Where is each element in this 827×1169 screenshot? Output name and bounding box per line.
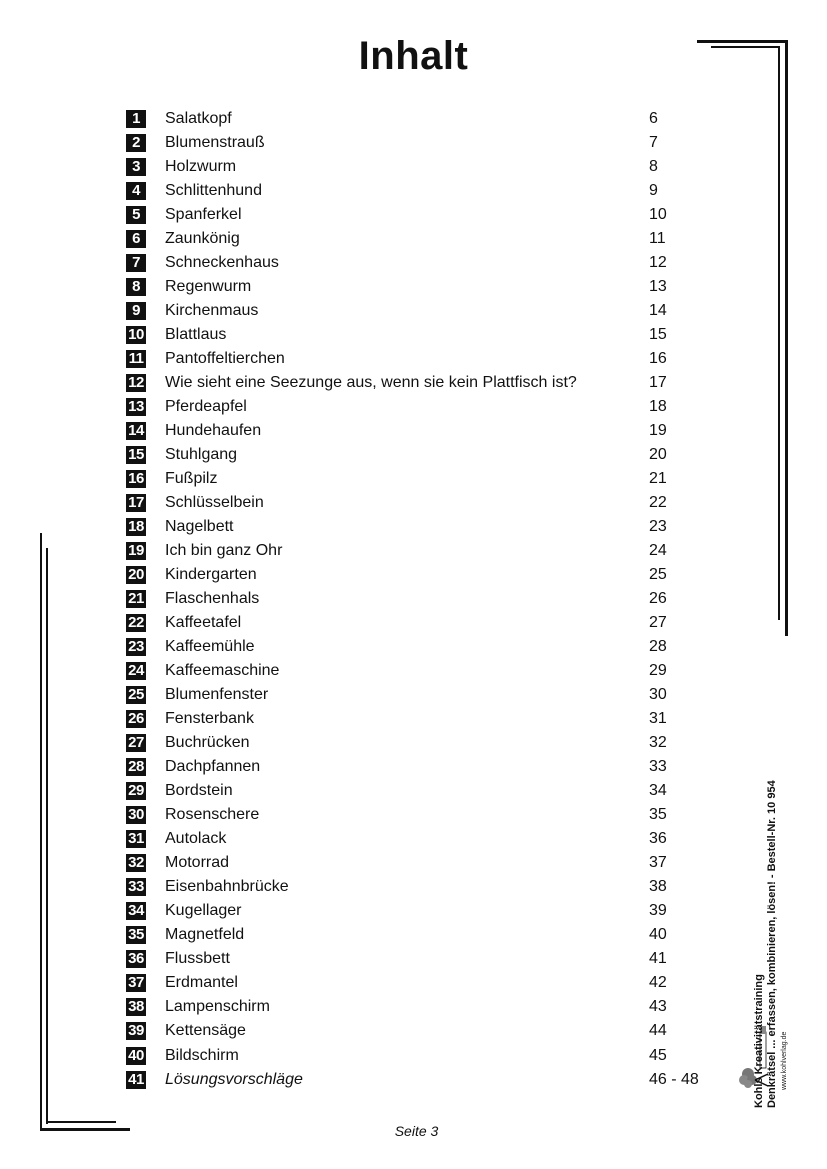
- entry-title: Rosenschere: [165, 806, 260, 823]
- entry-page: 15: [649, 326, 667, 343]
- entry-number-badge: 8: [126, 278, 146, 296]
- toc-entry[interactable]: [126, 851, 726, 875]
- entry-title: Kettensäge: [165, 1022, 246, 1040]
- entry-number-badge: 18: [126, 518, 146, 536]
- entry-title: Autolack: [165, 830, 227, 847]
- entry-number-badge: 27: [126, 734, 146, 752]
- entry-page: 39: [649, 902, 667, 919]
- entry-page: 22: [649, 494, 667, 511]
- entry-number-badge: 19: [126, 542, 146, 560]
- entry-number-badge: 10: [126, 326, 146, 344]
- publisher-info: [753, 780, 779, 1108]
- entry-page: 45: [649, 1046, 667, 1064]
- toc-entry[interactable]: [126, 203, 726, 227]
- entry-page: 11: [649, 230, 666, 247]
- entry-title: Lampenschirm: [165, 998, 270, 1016]
- entry-page: 7: [649, 134, 658, 151]
- entry-number-badge: 31: [126, 830, 146, 848]
- entry-title: Schlittenhund: [165, 182, 262, 199]
- entry-title: Dachpfannen: [165, 758, 261, 775]
- entry-page: 10: [649, 206, 667, 223]
- entry-number-badge: 12: [126, 374, 146, 392]
- entry-number-badge: 4: [126, 182, 146, 200]
- entry-title: Salatkopf: [165, 110, 232, 127]
- entry-page: 27: [649, 614, 667, 631]
- entry-number-badge: 20: [126, 566, 146, 584]
- toc-entry[interactable]: [126, 1068, 726, 1092]
- entry-title: Regenwurm: [165, 278, 252, 295]
- page-title: Inhalt: [358, 34, 469, 78]
- entry-page: 26: [649, 590, 667, 607]
- entry-number-badge: 6: [126, 230, 146, 248]
- entry-page: 17: [649, 374, 667, 391]
- entry-number-badge: 35: [126, 926, 146, 944]
- entry-title: Holzwurm: [165, 158, 237, 175]
- entry-title: Bildschirm: [165, 1046, 239, 1064]
- entry-page: 9: [649, 182, 658, 199]
- entry-title: Ich bin ganz Ohr: [165, 542, 283, 559]
- entry-title: Kaffeetafel: [165, 614, 242, 631]
- toc-entry[interactable]: [126, 275, 726, 299]
- entry-number-badge: 41: [126, 1071, 146, 1089]
- entry-title: Lösungsvorschläge: [165, 1070, 303, 1088]
- table-of-contents: [126, 107, 726, 1092]
- entry-number-badge: 26: [126, 710, 146, 728]
- entry-page: 37: [649, 854, 667, 871]
- entry-page: 19: [649, 422, 667, 439]
- entry-title: Erdmantel: [165, 974, 238, 992]
- toc-entry[interactable]: [126, 155, 726, 179]
- entry-title: Hundehaufen: [165, 422, 262, 439]
- entry-title: Wie sieht eine Seezunge aus, wenn sie kein Plattfisch ist?: [165, 374, 577, 391]
- entry-title: Pferdeapfel: [165, 398, 247, 415]
- toc-entry[interactable]: [126, 1019, 726, 1043]
- entry-title: Magnetfeld: [165, 926, 245, 944]
- toc-entry[interactable]: [126, 419, 726, 443]
- entry-number-badge: 3: [126, 158, 146, 176]
- entry-number-badge: 24: [126, 662, 146, 680]
- toc-entry[interactable]: [126, 131, 726, 155]
- toc-entry[interactable]: [126, 875, 726, 899]
- series-title: Kohls Kreativitätstraining: [753, 974, 765, 1108]
- entry-page: 16: [649, 350, 667, 367]
- toc-entry[interactable]: [126, 227, 726, 251]
- entry-number-badge: 39: [126, 1022, 146, 1040]
- entry-number-badge: 1: [126, 110, 146, 128]
- entry-number-badge: 22: [126, 614, 146, 632]
- frame-left-inner: [46, 548, 48, 1124]
- entry-page: 8: [649, 158, 658, 175]
- entry-number-badge: 5: [126, 206, 146, 224]
- entry-number-badge: 16: [126, 470, 146, 488]
- entry-page: 29: [649, 662, 667, 679]
- entry-title: Fußpilz: [165, 470, 218, 487]
- entry-number-badge: 13: [126, 398, 146, 416]
- entry-number-badge: 25: [126, 686, 146, 704]
- entry-page: 12: [649, 254, 667, 271]
- entry-title: Spanferkel: [165, 206, 242, 223]
- entry-number-badge: 40: [126, 1047, 146, 1065]
- entry-title: Zaunkönig: [165, 230, 240, 247]
- entry-page: 40: [649, 926, 667, 944]
- toc-entry[interactable]: [126, 971, 726, 995]
- entry-page: 14: [649, 302, 667, 319]
- entry-title: Blumenstrauß: [165, 134, 265, 151]
- toc-entry[interactable]: [126, 611, 726, 635]
- entry-number-badge: 21: [126, 590, 146, 608]
- publisher-url[interactable]: www.kohlverlag.de: [781, 1031, 788, 1090]
- entry-page: 43: [649, 998, 667, 1016]
- toc-entry[interactable]: [126, 683, 726, 707]
- entry-page: 38: [649, 878, 667, 895]
- toc-entry[interactable]: [126, 323, 726, 347]
- toc-entry[interactable]: [126, 731, 726, 755]
- entry-page: 42: [649, 974, 667, 992]
- entry-page: 41: [649, 950, 667, 968]
- entry-page: 30: [649, 686, 667, 703]
- entry-page: 33: [649, 758, 667, 775]
- entry-number-badge: 32: [126, 854, 146, 872]
- entry-title: Blumenfenster: [165, 686, 269, 703]
- toc-entry[interactable]: [126, 179, 726, 203]
- toc-entry[interactable]: [126, 923, 726, 947]
- toc-entry[interactable]: [126, 515, 726, 539]
- entry-number-badge: 23: [126, 638, 146, 656]
- entry-title: Bordstein: [165, 782, 233, 799]
- entry-page: 18: [649, 398, 667, 415]
- entry-number-badge: 30: [126, 806, 146, 824]
- toc-entry[interactable]: [126, 803, 726, 827]
- toc-entry[interactable]: [126, 755, 726, 779]
- entry-page: 32: [649, 734, 667, 751]
- entry-page: 28: [649, 638, 667, 655]
- entry-title: Nagelbett: [165, 518, 234, 535]
- frame-left-outer: [40, 533, 42, 1130]
- entry-page: 44: [649, 1022, 667, 1040]
- entry-page: 13: [649, 278, 667, 295]
- entry-number-badge: 38: [126, 998, 146, 1016]
- toc-entry[interactable]: [126, 707, 726, 731]
- toc-entry[interactable]: [126, 563, 726, 587]
- entry-title: Stuhlgang: [165, 446, 238, 463]
- entry-title: Eisenbahnbrücke: [165, 878, 289, 895]
- entry-page: 21: [649, 470, 667, 487]
- entry-number-badge: 33: [126, 878, 146, 896]
- entry-number-badge: 29: [126, 782, 146, 800]
- entry-title: Fensterbank: [165, 710, 254, 727]
- entry-page: 6: [649, 110, 658, 127]
- entry-page: 35: [649, 806, 667, 823]
- toc-entry[interactable]: [126, 491, 726, 515]
- entry-title: Schlüsselbein: [165, 494, 264, 511]
- entry-page: 24: [649, 542, 667, 559]
- toc-entry[interactable]: [126, 539, 726, 563]
- entry-page: 20: [649, 446, 667, 463]
- entry-title: Kirchenmaus: [165, 302, 259, 319]
- toc-entry[interactable]: [126, 635, 726, 659]
- toc-entry[interactable]: [126, 299, 726, 323]
- entry-number-badge: 28: [126, 758, 146, 776]
- toc-entry[interactable]: [126, 827, 726, 851]
- toc-entry[interactable]: [126, 587, 726, 611]
- toc-entry[interactable]: [126, 659, 726, 683]
- frame-right-outer: [785, 40, 788, 636]
- entry-title: Kaffeemühle: [165, 638, 255, 655]
- toc-entry[interactable]: [126, 251, 726, 275]
- toc-entry[interactable]: [126, 1044, 726, 1068]
- series-subtitle: Denkrätsel ... erfassen, kombinieren, lösen! - Bestell-Nr. 10 954: [766, 780, 778, 1108]
- entry-number-badge: 7: [126, 254, 146, 272]
- entry-number-badge: 36: [126, 950, 146, 968]
- toc-entry[interactable]: [126, 899, 726, 923]
- entry-page: 46 - 48: [649, 1070, 699, 1088]
- toc-entry[interactable]: [126, 443, 726, 467]
- toc-entry[interactable]: [126, 779, 726, 803]
- entry-title: Kindergarten: [165, 566, 257, 583]
- page-number: Seite 3: [394, 1123, 439, 1139]
- entry-title: Blattlaus: [165, 326, 227, 343]
- frame-right-inner: [778, 46, 780, 620]
- entry-number-badge: 9: [126, 302, 146, 320]
- entry-title: Flaschenhals: [165, 590, 260, 607]
- entry-title: Schneckenhaus: [165, 254, 279, 271]
- toc-entry[interactable]: [126, 371, 726, 395]
- entry-page: 23: [649, 518, 667, 535]
- toc-entry[interactable]: [126, 467, 726, 491]
- entry-title: Buchrücken: [165, 734, 250, 751]
- entry-number-badge: 2: [126, 134, 146, 152]
- entry-number-badge: 37: [126, 974, 146, 992]
- toc-entry[interactable]: [126, 107, 726, 131]
- entry-page: 34: [649, 782, 667, 799]
- entry-number-badge: 14: [126, 422, 146, 440]
- entry-number-badge: 34: [126, 902, 146, 920]
- entry-title: Kaffeemaschine: [165, 662, 280, 679]
- entry-number-badge: 15: [126, 446, 146, 464]
- entry-page: 36: [649, 830, 667, 847]
- entry-page: 31: [649, 710, 667, 727]
- entry-title: Kugellager: [165, 902, 242, 919]
- entry-title: Motorrad: [165, 854, 230, 871]
- entry-title: Flussbett: [165, 950, 230, 968]
- entry-number-badge: 17: [126, 494, 146, 512]
- toc-entry[interactable]: [126, 995, 726, 1019]
- toc-entry[interactable]: [126, 947, 726, 971]
- toc-entry[interactable]: [126, 347, 726, 371]
- entry-number-badge: 11: [126, 350, 146, 368]
- entry-page: 25: [649, 566, 667, 583]
- entry-title: Pantoffeltierchen: [165, 350, 285, 367]
- toc-entry[interactable]: [126, 395, 726, 419]
